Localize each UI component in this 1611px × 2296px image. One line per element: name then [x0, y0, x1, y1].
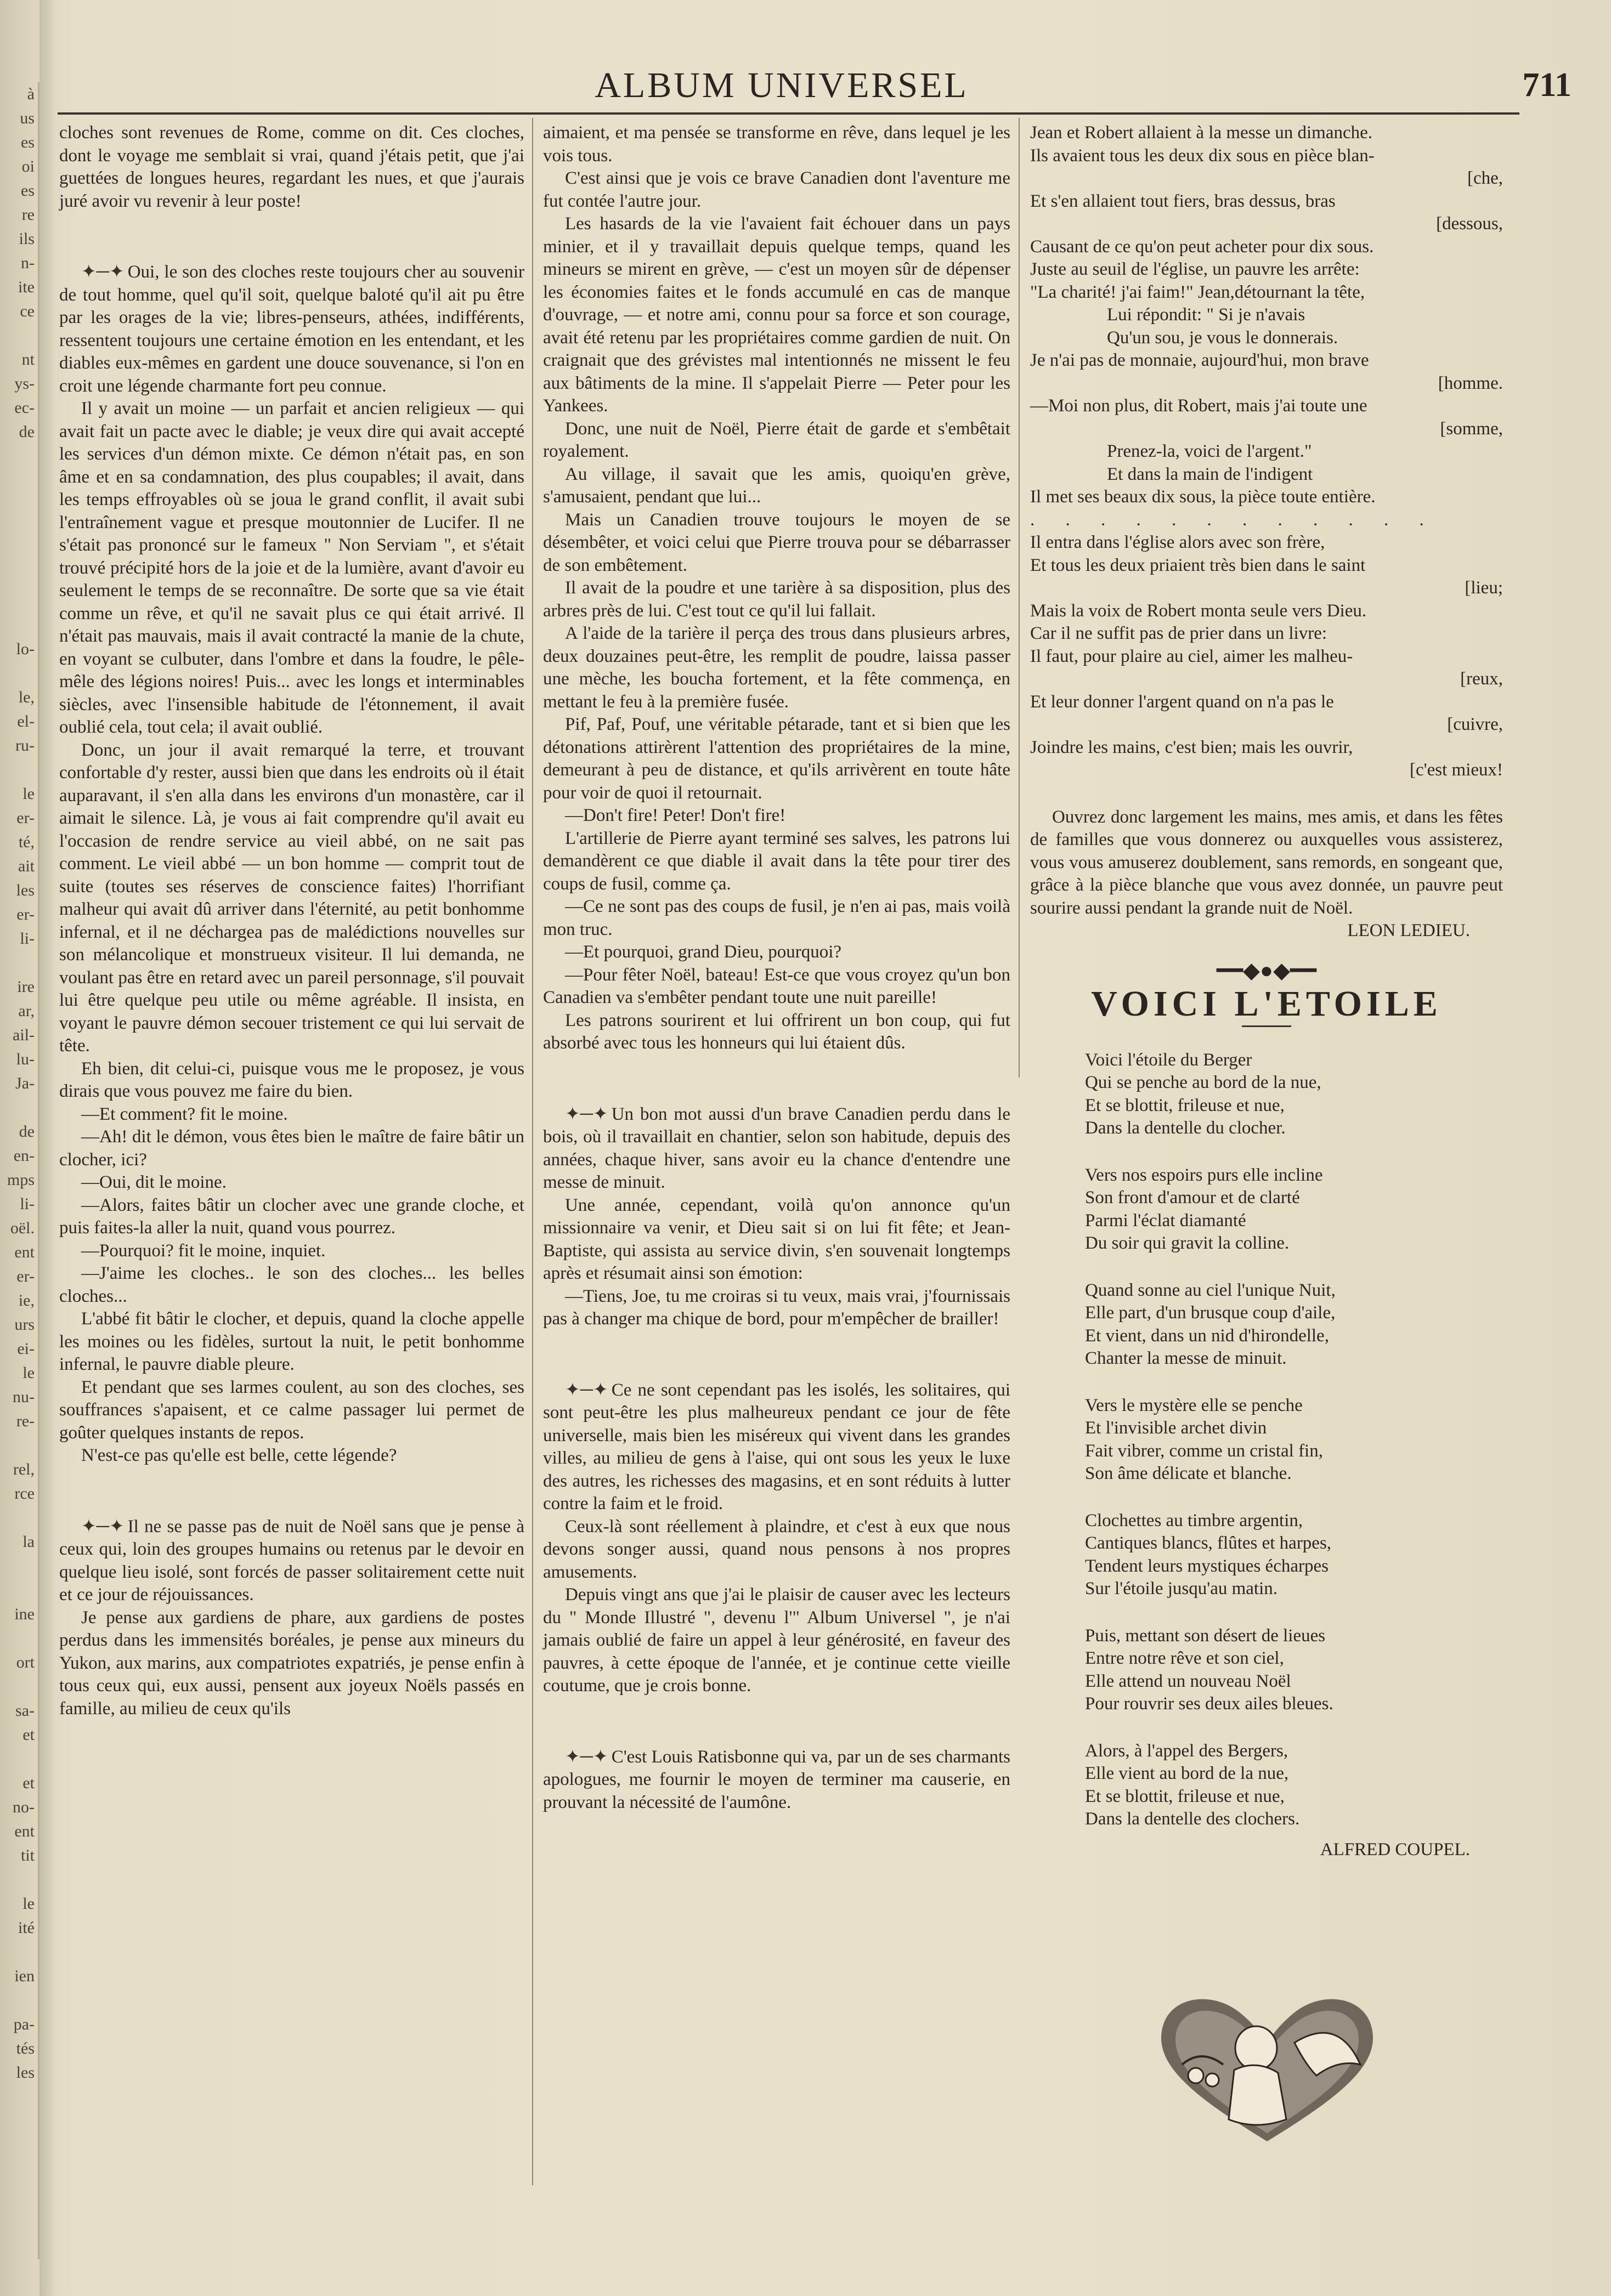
paragraph: —Et pourquoi, grand Dieu, pourquoi? [565, 942, 842, 962]
edge-fragment: pa- [13, 2015, 35, 2033]
poem-line: [c'est mieux! [1410, 760, 1503, 780]
edge-fragment: sa- [15, 1702, 35, 1720]
edge-fragment [0, 1506, 35, 1530]
ornament-icon: ✦─✦ [565, 1104, 608, 1124]
edge-fragment: ys- [14, 375, 35, 393]
edge-fragment: ie, [18, 1291, 35, 1309]
paragraph: Eh bien, dit celui-ci, puisque vous me le proposez, je vous dirais que vous pouvez me faire du bien. [59, 1058, 524, 1101]
paragraph: ✦─✦ Un bon mot aussi d'un brave Canadien perdu dans le bois, où il travaillait en chantier, selon son habitude, depuis des années, chaque hiver, sans avoir eu la chance d'entendre une messe de minuit. [543, 1104, 1010, 1192]
edge-fragment: re- [16, 1412, 35, 1430]
poem-line: [lieu; [1465, 578, 1503, 598]
edge-fragment: en- [13, 1147, 35, 1165]
paragraph: Pif, Paf, Pouf, une véritable pétarade, tant et si bien que les détonations attirèrent l'attention des propriétaires de la mine, demeurant à peu de distance, et qu'ils arrivèrent en toute hâte pour voir de quoi il retournait. [543, 715, 1010, 803]
author-signature: ALFRED COUPEL. [1320, 1839, 1470, 1860]
edge-fragment: mps [7, 1171, 35, 1189]
poem-line: Prenez-la, voici de l'argent." [1107, 441, 1312, 461]
edge-fragment: nt [21, 350, 35, 369]
poem-line: [dessous, [1436, 214, 1503, 234]
ornament-icon: ✦─✦ [81, 1516, 125, 1537]
poem-line: Clochettes au timbre argentin, [1085, 1510, 1303, 1530]
column-rule-1 [532, 118, 533, 2185]
stanza [1030, 1164, 1503, 1255]
edge-fragment: rce [14, 1484, 35, 1503]
edge-fragment: li- [20, 929, 35, 948]
edge-fragment: no- [13, 1798, 35, 1816]
ornament-icon: ✦─✦ [565, 1747, 608, 1767]
poem-line: Vers le mystère elle se penche [1085, 1395, 1303, 1415]
edge-fragment: la [22, 1533, 35, 1551]
edge-fragment: les [16, 881, 35, 899]
paragraph: Je pense aux gardiens de phare, aux gardiens de postes perdus dans les immensités boréales, je pense aux mineurs du Yukon, aux marins, aux compatriotes expatriés, je pense enfin à tous ceux qui, eux aussi, pensent aux joyeux Noëls passés en famille, au milieu de ceux qu'ils [59, 1607, 524, 1719]
edge-fragment: ail- [13, 1026, 35, 1044]
poem-line: Puis, mettant son désert de lieues [1085, 1625, 1326, 1646]
ornament-icon: ✦─✦ [81, 262, 125, 282]
poem-line: "La charité! j'ai faim!" Jean,détournant la tête, [1030, 282, 1365, 302]
edge-fragment: ent [14, 1822, 35, 1840]
edge-fragment [0, 1578, 35, 1602]
title-rule [1242, 1025, 1291, 1027]
poem-line: Parmi l'éclat diamanté [1085, 1210, 1246, 1231]
poem-line: Et l'invisible archet divin [1085, 1418, 1267, 1438]
edge-fragment: ite [18, 278, 35, 296]
paragraph: A l'aide de la tarière il perça des trous dans plusieurs arbres, deux douzaines peut-être, les remplit de poudre, laissa passer une mèche, les boucha fortement, et la fête commença, en mettant le feu à la première fusée. [543, 623, 1010, 712]
poem-line: Cantiques blancs, flûtes et harpes, [1085, 1533, 1332, 1553]
edge-fragment [0, 1940, 35, 1964]
poem-line: Il entra dans l'église alors avec son frère, [1030, 532, 1325, 552]
stanza [1030, 1279, 1503, 1370]
poem-line: Ils avaient tous les deux dix sous en pièce blan- [1030, 145, 1375, 166]
poem-line: Dans la dentelle des clochers. [1085, 1809, 1300, 1829]
poem-line: Fait vibrer, comme un cristal fin, [1085, 1441, 1323, 1461]
poem-line: Elle part, d'un brusque coup d'aile, [1085, 1303, 1336, 1323]
poem-line: Alors, à l'appel des Bergers, [1085, 1741, 1288, 1761]
paragraph: Ouvrez donc largement les mains, mes amis, et dans les fêtes de familles que vous donnerez ou auxquelles vous assisterez, vous vous amuserez doublement, sans remords, en songeant que, grâce à la pièce blanche que vous avez donnée, un pauvre peut sourire aussi pendant la grande nuit de Noël. [1030, 807, 1503, 918]
poem-line: Et vient, dans un nid d'hirondelle, [1085, 1325, 1329, 1346]
poem-line: Qu'un sou, je vous le donnerais. [1107, 327, 1338, 348]
edge-fragment: oël. [10, 1219, 35, 1237]
edge-fragment: de [19, 1123, 35, 1141]
paragraph: Donc, une nuit de Noël, Pierre était de garde et s'embêtait royalement. [543, 418, 1010, 461]
poem-line: Entre notre rêve et son ciel, [1085, 1648, 1284, 1668]
poem-line: Sur l'étoile jusqu'au matin. [1085, 1579, 1278, 1598]
edge-fragment: le, [18, 688, 35, 706]
edge-fragment: à [27, 85, 35, 103]
edge-fragment [0, 589, 35, 613]
edge-fragment: le [22, 1364, 35, 1382]
poem-line: [reux, [1460, 669, 1503, 689]
author-signature: LEON LEDIEU. [1347, 921, 1470, 940]
edge-fragment: urs [14, 1316, 35, 1334]
paragraph: —Tiens, Joe, tu me croiras si tu veux, mais vrai, j'fournissais pas à changer ma chique de bord, pour m'empêcher de brailler! [543, 1286, 1010, 1329]
paragraph: Une année, cependant, voilà qu'on annonce qu'un missionnaire va venir, et Dieu sait si on lui fit fête; et Jean-Baptiste, qui assista au service divin, s'en souvenait longtemps après et résumait ainsi son émotion: [543, 1195, 1010, 1283]
poem-line: Chanter la messe de minuit. [1085, 1348, 1287, 1368]
paragraph: —Pourquoi? fit le moine, inquiet. [81, 1240, 326, 1261]
paragraph: Mais un Canadien trouve toujours le moyen de se désembêter, et voici celui que Pierre trouva pour se débarrasser de son embêtement. [543, 509, 1010, 575]
edge-fragment: er- [16, 809, 35, 827]
paragraph: Il avait de la poudre et une tarière à sa disposition, plus des arbres près de lui. C'est tout ce qu'il lui fallait. [543, 578, 1010, 621]
poem-line: [somme, [1440, 418, 1503, 439]
edge-fragment: nu- [13, 1388, 35, 1406]
poem-title: VOICI L'ETOILE [1091, 984, 1442, 1024]
poem-line: Dans la dentelle du clocher. [1085, 1118, 1286, 1138]
column-3 [1030, 122, 1503, 1861]
edge-fragment [0, 758, 35, 782]
edge-fragment: le [22, 1895, 35, 1913]
poem-line: Jean et Robert allaient à la messe un dimanche. [1030, 123, 1373, 143]
edge-fragment: ent [14, 1243, 35, 1261]
edge-fragment [0, 1747, 35, 1771]
poem-line: Qui se penche au bord de la nue, [1085, 1073, 1321, 1092]
paragraph: —Ce ne sont pas des coups de fusil, je n'en ai pas, mais voilà mon truc. [543, 897, 1010, 939]
poem-line: Du soir qui gravit la colline. [1085, 1233, 1290, 1253]
paragraph: —Ah! dit le démon, vous êtes bien le maître de faire bâtir un clocher, ici? [59, 1127, 524, 1170]
stanza [1030, 1049, 1503, 1140]
poem-line: Et dans la main de l'indigent [1107, 464, 1313, 484]
paragraph: N'est-ce pas qu'elle est belle, cette légende? [81, 1445, 397, 1465]
edge-fragment [0, 1096, 35, 1120]
stanza [1030, 1625, 1503, 1716]
poem-line: Et tous les deux priaient très bien dans le saint [1030, 555, 1366, 575]
edge-fragment [0, 661, 35, 685]
edge-fragment [0, 1868, 35, 1892]
paragraph: cloches sont revenues de Rome, comme on dit. Ces cloches, dont le voyage me semblait si vrai, quand j'étais petit, que j'ai guettées de longues heures, regardant les nues, et que j'aurais juré avoir vu revenir à leur poste! [59, 123, 524, 211]
paragraph: Ceux-là sont réellement à plaindre, et c'est à eux que nous devons songer aussi, quand nous pensons à nos propres amusements. [543, 1516, 1010, 1582]
page-header [58, 65, 1572, 109]
gutter-shadow [39, 0, 56, 2296]
edge-fragment: oi [21, 157, 35, 175]
paragraph: L'abbé fit bâtir le clocher, et depuis, quand la cloche appelle les moines ou les fidèles, surtout la nuit, le petit bonhomme infernal, le pauvre diable pleure. [59, 1309, 524, 1374]
poem-line: Il faut, pour plaire au ciel, aimer les malheu- [1030, 646, 1353, 666]
poem-line: Et se blottit, frileuse et nue, [1085, 1786, 1285, 1806]
edge-fragment: et [22, 1774, 35, 1792]
edge-fragment: er- [16, 905, 35, 923]
edge-fragment [0, 324, 35, 348]
edge-fragment: et [22, 1726, 35, 1744]
poem-jean-et-robert [1030, 122, 1503, 782]
paragraph: ✦─✦ C'est Louis Ratisbonne qui va, par un de ses charmants apologues, me fournir le moyen de terminer ma causerie, en prouvant la nécessité de l'aumône. [543, 1747, 1010, 1812]
paragraph: —Oui, dit le moine. [81, 1172, 227, 1192]
edge-fragment [0, 1554, 35, 1578]
paragraph: —Alors, faites bâtir un clocher avec une grande cloche, et puis faites-la aller la nuit, quand vous pourrez. [59, 1195, 524, 1238]
poem-line: Son âme délicate et blanche. [1085, 1464, 1292, 1483]
paragraph: —J'aime les cloches.. le son des cloches... les belles cloches... [59, 1263, 524, 1306]
edge-fragment: de [19, 423, 35, 441]
poem-line: Car il ne suffit pas de prier dans un livre: [1030, 623, 1327, 643]
poem-line: Son front d'amour et de clarté [1085, 1188, 1300, 1207]
edge-fragment: us [20, 109, 35, 127]
paragraph: ✦─✦ Oui, le son des cloches reste toujours cher au souvenir de tout homme, quel qu'il soit, quelque baloté qu'il ait pu être par les orages de la vie; libres-penseurs, athées, indifférents, ressentent toujours une certaine émotion en les entendant, et les diables eux-mêmes en gardent une douce souvenance, si l'on en croit une légende charmante fort peu connue. [59, 262, 524, 396]
poem-line: Et leur donner l'argent quand on n'a pas le [1030, 691, 1334, 712]
edge-fragment: el- [17, 712, 35, 730]
edge-fragment [0, 517, 35, 541]
edge-fragment: lu- [16, 1050, 35, 1068]
paragraph: —Et comment? fit le moine. [81, 1104, 288, 1124]
stanza [1030, 1394, 1503, 1486]
poem-line: Quand sonne au ciel l'unique Nuit, [1085, 1280, 1336, 1300]
edge-fragment: té, [18, 833, 35, 851]
stanza [1030, 1510, 1503, 1601]
paragraph: Et pendant que ses larmes coulent, au son des cloches, ses souffrances s'apaisent, et ce calme passager lui permet de goûter quelques instants de repos. [59, 1377, 524, 1443]
poem-line: Et se blottit, frileuse et nue, [1085, 1095, 1285, 1115]
edge-fragment: li- [20, 1195, 35, 1213]
page-number: 711 [1522, 66, 1572, 104]
paragraph: Au village, il savait que les amis, quoiqu'en grève, s'amusaient, pendant que lui... [543, 464, 1010, 507]
angel-heart-illustration-icon [1130, 1982, 1404, 2147]
poem-line: Elle vient au bord de la nue, [1085, 1764, 1289, 1783]
paragraph: C'est ainsi que je vois ce brave Canadien dont l'aventure me fut contée l'autre jour. [543, 168, 1010, 211]
poem-line: [homme. [1438, 373, 1503, 393]
edge-fragment: tés [16, 2039, 35, 2057]
paragraph: Donc, un jour il avait remarqué la terre, et trouvant confortable d'y rester, aussi bien que dans les endroits où il était auparavant, il s'en alla dans les environs d'un monastère, car il aimait le silence. Là, je vous ai fait comprendre qu'il avait eu l'occasion de rendre service au vieil abbé, on ne sait pas comment. Le vieil abbé — un bon homme — comprit tout de suite (toutes ses réserves de conscience faites) l'horrifiant malheur qui avait dû arriver dans l'éternité, au petit bonhomme infernal, et il ne déchargea pas de malédictions nouvelles sur son mélancolique et monstrueux visiteur. Il lui demanda, ne voulant pas être en retard avec un pareil personnage, s'il pouvait lui être quelque peu utile ou même agréable. Il insista, en voyant le pauvre démon secouer tristement ce qui lui servait de tête. [59, 740, 524, 1056]
edge-fragment [0, 1988, 35, 2012]
paragraph: Depuis vingt ans que j'ai le plaisir de causer avec les lecteurs du " Monde Illustré ", devenu l'" Album Universel ", je n'ai jamais oublié de faire un appel à leur générosité, en faveur des pauvres, à cette époque de l'année, et je continue cette vieille coutume, que je crois bonne. [543, 1585, 1010, 1696]
edge-fragment: tit [20, 1846, 35, 1864]
edge-fragment: es [21, 133, 35, 151]
edge-fragment: ait [18, 857, 35, 875]
edge-fragment [0, 565, 35, 589]
header-rule [58, 112, 1519, 115]
edge-fragment: ec- [14, 399, 35, 417]
poem-line: Causant de ce qu'on peut acheter pour dix sous. [1030, 236, 1374, 257]
edge-fragment [0, 1675, 35, 1699]
poem-line: —Moi non plus, dit Robert, mais j'ai toute une [1030, 396, 1367, 416]
edge-fragment: rel, [13, 1460, 35, 1478]
edge-fragment [0, 1433, 35, 1458]
paragraph: ✦─✦ Il ne se passe pas de nuit de Noël sans que je pense à ceux qui, loin des groupes humains ou retenus par le devoir en quelque lieu isolé, sont forcés de passer solitairement cette nuit et ce jour de réjouissances. [59, 1516, 524, 1605]
edge-fragment: ei- [17, 1340, 35, 1358]
poem-line: Vers nos espoirs purs elle incline [1085, 1165, 1323, 1185]
poem-line: Et s'en allaient tout fiers, bras dessus, bras [1030, 191, 1336, 211]
edge-fragment: lo- [16, 640, 35, 658]
column-2 [543, 122, 1010, 1814]
edge-fragment: Ja- [15, 1074, 35, 1092]
poem-line: Joindre les mains, c'est bien; mais les ouvrir, [1030, 737, 1353, 757]
edge-fragment: ire [17, 978, 35, 996]
stanza [1030, 1740, 1503, 1831]
edge-fragment: ru- [15, 736, 35, 755]
edge-fragment: n- [21, 254, 35, 272]
edge-fragment: ien [14, 1967, 35, 1985]
poem-line: Il met ses beaux dix sous, la pièce toute entière. [1030, 487, 1376, 507]
poem-line: Tendent leurs mystiques écharpes [1085, 1556, 1329, 1576]
paragraph: Il y avait un moine — un parfait et ancien religieux — qui avait fait un pacte avec le diable; je veux dire qui avait accepté les services d'un démon mixte. Ce démon n'était pas, en son âme et en sa condamnation, des plus coupables; il avait, dans les temps effroyables où se joua le grand conflit, il avait subi l'entraînement vague et presque moutonnier de Lucifer. Il ne s'était pas prononcé sur le fameux " Non Serviam ", et s'était trouvé précipité hors de la joie et de la lumière, avant d'avoir eu seulement le temps de se reconnaître. De sorte que sa vie était comme un rêve, et qu'il ne savait plus ce qui était arrivé. Il n'était pas mauvais, mais il avait contracté la manie de la chute, en voyant se culbuter, dans l'ombre et dans la foudre, le pêle-mêle des légions noires! Puis... avec les longs et interminables siècles, avec l'insensible habitude de l'étonnement, il avait oublié cela, tout cela; il avait oublié. [59, 399, 524, 737]
poem-voici-l-etoile [1030, 1049, 1503, 1831]
edge-fragment: ité [18, 1919, 35, 1937]
edge-fragment: er- [16, 1267, 35, 1285]
edge-fragment: ar, [18, 1002, 35, 1020]
edge-fragment [0, 468, 35, 492]
edge-fragment: les [16, 2063, 35, 2082]
publication-title: ALBUM UNIVERSEL [595, 65, 969, 105]
edge-fragment [0, 951, 35, 975]
poem-line: Lui répondit: " Si je n'avais [1107, 305, 1305, 325]
edge-fragment: le [22, 785, 35, 803]
poem-line: . . . . . . . . . . . . [1030, 509, 1437, 530]
adjacent-page-edge-text [0, 82, 39, 2259]
edge-fragment: ce [20, 302, 35, 320]
edge-fragment [0, 492, 35, 517]
poem-line: Voici l'étoile du Berger [1085, 1050, 1252, 1070]
column-rule-2 [1019, 118, 1020, 1078]
edge-fragment [0, 1626, 35, 1651]
edge-fragment: es [21, 182, 35, 200]
poem-line: [cuivre, [1447, 715, 1503, 734]
edge-fragment: ils [19, 230, 35, 248]
column-1 [59, 122, 524, 1720]
paragraph: Les hasards de la vie l'avaient fait échouer dans un pays minier, et il y travaillait depuis quelque temps, quand les mineurs se mirent en grève, — c'est un moyen sûr de dépenser les économies faites et le fonds accumulé en cas de manque d'ouvrage, — et notre ami, connu pour sa force et son courage, avait été retenu par les propriétaires comme gardien de nuit. On craignait que des grévistes mal intentionnés ne missent le feu aux bâtiments de la mine. Il s'appelait Pierre — Peter pour les Yankees. [543, 214, 1010, 416]
paragraph: aimaient, et ma pensée se transforme en rêve, dans lequel je les vois tous. [543, 123, 1010, 166]
poem-line: [che, [1467, 168, 1503, 188]
poem-line: Mais la voix de Robert monta seule vers Dieu. [1030, 600, 1367, 621]
paragraph: —Pour fêter Noël, bateau! Est-ce que vous croyez qu'un bon Canadien va s'embêter pendant toute une nuit pareille! [543, 965, 1010, 1007]
ornament-icon: ✦─✦ [565, 1380, 608, 1400]
edge-fragment: re [21, 206, 35, 224]
paragraph: —Don't fire! Peter! Don't fire! [565, 806, 786, 825]
edge-fragment [0, 541, 35, 565]
edge-fragment: ine [14, 1605, 35, 1623]
edge-fragment [0, 444, 35, 468]
paragraph: L'artillerie de Pierre ayant terminé ses salves, les patrons lui demandèrent ce que diable il avait dans la tête pour tirer des coups de fusil, comme ça. [543, 828, 1010, 894]
edge-fragment [0, 613, 35, 637]
poem-line: Pour rouvrir ses deux ailes bleues. [1085, 1694, 1333, 1714]
paragraph: ✦─✦ Ce ne sont cependant pas les isolés, les solitaires, qui sont peut-être les plus malheureux pendant ce jour de fête universelle, mais bien les miséreux qui vivent dans les grandes villes, au milieu de gens à l'aise, qui ont sous les yeux le luxe des autres, les richesses des magasins, et en sont réduits à lutter contre la faim et le froid. [543, 1380, 1010, 1513]
edge-fragment: ort [16, 1653, 35, 1671]
poem-line: Juste au seuil de l'église, un pauvre les arrête: [1030, 259, 1360, 279]
poem-line: Elle attend un nouveau Noël [1085, 1671, 1291, 1691]
section-divider: ━━◆●◆━━ [1216, 957, 1316, 983]
poem-line: Je n'ai pas de monnaie, aujourd'hui, mon brave [1030, 350, 1369, 370]
paragraph: Les patrons sourirent et lui offrirent un bon coup, qui fut absorbé avec tous les honneurs qui lui étaient dûs. [543, 1010, 1010, 1053]
